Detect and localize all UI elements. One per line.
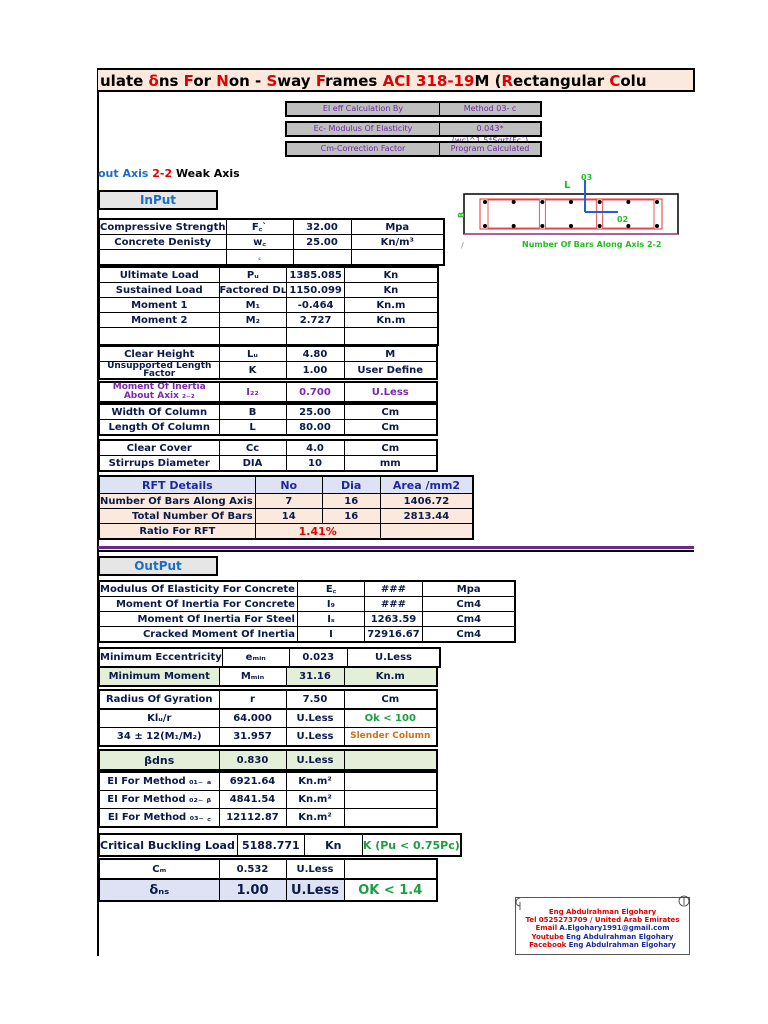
table-row	[99, 597, 515, 612]
cell-val[interactable]: 25.00	[286, 404, 344, 420]
author-credit-box	[515, 897, 690, 955]
table-row	[99, 627, 515, 643]
section-divider	[98, 546, 694, 549]
cell-unit: Cm	[344, 440, 437, 456]
axis-top-label: 03	[581, 173, 593, 182]
table-row	[99, 346, 437, 362]
cell-name: Number Of Bars Along Axis	[99, 494, 255, 509]
rft-ratio-value: 1.41%	[255, 524, 380, 540]
table-row	[99, 404, 437, 420]
cell-val: 12112.87	[219, 809, 286, 828]
eccentricity-table	[98, 647, 441, 668]
table-row	[99, 362, 437, 380]
cell-val: 5188.771	[237, 834, 304, 856]
rebar-dot	[512, 200, 516, 204]
beta-table	[98, 749, 438, 771]
rebar-dot	[483, 224, 487, 228]
cell-sym: Factored Dʟ	[219, 284, 287, 296]
table-row	[99, 313, 438, 328]
min-moment-table	[98, 666, 438, 687]
cell-sym: K	[219, 362, 286, 380]
cover-table	[98, 439, 438, 472]
cell-unit: Cm	[344, 690, 437, 709]
cell-val[interactable]: 32.00	[293, 219, 351, 235]
rebar-dot	[598, 200, 602, 204]
rebar-dot	[655, 224, 659, 228]
cell-unit: Kn.m	[345, 313, 438, 328]
cell-val: 72916.67	[364, 627, 422, 643]
table-row	[99, 456, 437, 472]
table-row	[99, 859, 437, 879]
table-row	[99, 667, 437, 686]
cell-val[interactable]: 1150.099	[287, 283, 345, 298]
cell-name: Ratio For RFT	[99, 524, 255, 540]
rft-header: RFT Details	[99, 476, 255, 494]
cell-unit: mm	[344, 456, 437, 472]
page-title: ulate δns For Non - Sway Frames ACI 318-19M (Rectangular Colu	[98, 68, 695, 92]
cell-sym: L	[219, 420, 286, 436]
cell-sym: ꜀	[226, 250, 293, 266]
table-row	[99, 728, 437, 747]
cell-name: Cracked Moment Of Inertia	[99, 627, 297, 643]
table-row	[99, 648, 440, 667]
cell-unit: Kn	[304, 834, 362, 856]
cell-val: ###	[364, 581, 422, 597]
credit-tel: Tel 0525273709 / United Arab Emirates	[525, 916, 680, 925]
table-row	[99, 612, 515, 627]
table-row	[99, 791, 437, 809]
cell-val[interactable]: 0.700	[286, 382, 344, 402]
section-divider-thin	[98, 550, 694, 552]
cell-sym: M₂	[219, 313, 287, 328]
cell-val: 64.000	[219, 709, 286, 728]
cell-unit: Kn	[345, 283, 438, 298]
table-row	[99, 690, 437, 709]
cell-val: 2813.44	[380, 509, 473, 524]
cell-sym: Lᵤ	[219, 346, 286, 362]
cell-name: Minimum Eccentricity	[99, 648, 222, 667]
table-row	[99, 494, 473, 509]
scroll-curl-icon	[677, 894, 691, 908]
cell-val: 1406.72	[380, 494, 473, 509]
cell-val[interactable]: 80.00	[286, 420, 344, 436]
cell-val: 0.023	[289, 648, 347, 667]
length-label: L	[564, 180, 571, 191]
cell-val: 1.00	[219, 879, 286, 901]
check-slender: Slender Column	[344, 728, 437, 747]
slenderness-table	[98, 708, 438, 747]
cell-val: 31.16	[286, 667, 344, 686]
cell-val[interactable]: 1.00	[286, 362, 344, 380]
cell-sym: I	[297, 627, 364, 643]
axis-right-label: 02	[617, 215, 629, 224]
loads-table	[98, 266, 439, 346]
cell-val: 16	[322, 509, 380, 524]
cell-val: 31.957	[219, 728, 286, 747]
cell-val: 14	[255, 509, 322, 524]
table-row	[99, 581, 515, 597]
cell-val: 0.532	[219, 859, 286, 879]
table-row	[99, 772, 437, 791]
cell-name: Clear Height	[99, 346, 219, 362]
input-header: InPut	[98, 190, 218, 210]
table-row	[99, 709, 437, 728]
cell-sym: Iₛ	[297, 612, 364, 627]
cell-sym: Mₘᵢₙ	[219, 667, 286, 686]
table-row	[99, 809, 437, 828]
cell-sym: eₘᵢₙ	[222, 648, 289, 667]
cell-name: Unsupported Length Factor	[99, 362, 219, 380]
credit-name: Eng Abdulrahman Elgohary	[548, 908, 657, 916]
cell-unit: Kn.m²	[286, 809, 344, 828]
scroll-curl-icon	[514, 896, 526, 910]
stirrup-tie	[603, 200, 654, 228]
cell-name: Moment Of Inertia About Axix ₂₋₂	[99, 382, 219, 402]
table-row	[99, 524, 473, 540]
rft-header: Area /mm2	[380, 476, 473, 494]
cell-unit: U.Less	[344, 382, 437, 402]
cell-unit: U.Less	[286, 750, 344, 770]
cell-sym: DIA	[219, 456, 286, 472]
table-row	[99, 250, 444, 266]
width-label: B	[457, 211, 466, 218]
rft-header: Dia	[322, 476, 380, 494]
rebar-dot	[540, 200, 544, 204]
ei-table	[98, 771, 438, 828]
cell-unit: User Define	[344, 362, 437, 380]
table-row	[99, 267, 438, 283]
table-row	[99, 235, 444, 250]
cell-val: 6921.64	[219, 772, 286, 791]
cell-unit: Cm4	[422, 612, 515, 627]
cell-unit: Kn/m³	[351, 235, 444, 250]
rebar-dot	[512, 224, 516, 228]
cell-name: 34 ± 12(M₁/M₂)	[99, 728, 219, 747]
cell-name: Moment 2	[99, 313, 219, 328]
cell-unit: Cm4	[422, 597, 515, 612]
cell-sym: Cc	[219, 440, 286, 456]
cell-val[interactable]: 1385.085	[287, 267, 345, 283]
cell-name: Length Of Column	[99, 420, 219, 436]
cell-val: 7.50	[286, 690, 344, 709]
rebar-dot	[655, 200, 659, 204]
cell-sym: F꜀`	[226, 219, 293, 235]
cell-sym: I₉	[297, 597, 364, 612]
cell-sym: r	[219, 690, 286, 709]
cell-name: Klᵤ/r	[99, 709, 219, 728]
cell-name: Width Of Column	[99, 404, 219, 420]
table-row	[99, 879, 437, 901]
cell-name: Concrete Denisty	[99, 235, 226, 250]
rebar-dot	[540, 224, 544, 228]
cell-name: Total Number Of Bars	[99, 509, 255, 524]
cell-unit: U.Less	[286, 859, 344, 879]
rebar-dot	[598, 224, 602, 228]
cell-name: Moment Of Inertia For Steel	[99, 612, 297, 627]
cell-sym: M₁	[219, 298, 287, 313]
dns-table	[98, 878, 438, 902]
rft-table	[98, 475, 474, 540]
table-row	[99, 420, 437, 436]
table-row	[99, 382, 437, 402]
cell-unit: U.Less	[286, 879, 344, 901]
rebar-dot	[483, 200, 487, 204]
cell-sym: Pᵤ	[219, 267, 287, 283]
cell-sym: w꜀	[226, 235, 293, 250]
cell-val[interactable]: 25.00	[293, 235, 351, 250]
credit-facebook[interactable]: Facebook Eng Abdulrahman Elgohary	[529, 940, 676, 949]
inertia-table	[98, 381, 438, 403]
rebar-dot	[626, 200, 630, 204]
buckling-table	[98, 833, 462, 857]
table-row	[99, 219, 444, 235]
geometry-table	[98, 345, 438, 380]
cell-name: Cₘ	[99, 859, 219, 879]
output-table-1	[98, 580, 516, 643]
credit-youtube[interactable]: Youtube Eng Abdulrahman Elgohary	[531, 932, 674, 941]
cell-name: EI For Method ₀₂₋ ᵦ	[99, 791, 219, 809]
output-header: OutPut	[98, 556, 218, 576]
rft-header: No	[255, 476, 322, 494]
cell-unit: Kn.m	[345, 298, 438, 313]
cell-unit: M	[344, 346, 437, 362]
cell-val: ###	[364, 597, 422, 612]
cell-val[interactable]: 2.727	[287, 313, 345, 328]
table-row	[99, 834, 461, 856]
gyration-table	[98, 689, 438, 710]
table-row	[99, 298, 438, 313]
cell-unit: U.Less	[347, 648, 440, 667]
cell-name: Clear Cover	[99, 440, 219, 456]
rft-header-row	[99, 476, 473, 494]
cell-name: Minimum Moment	[99, 667, 219, 686]
cell-name: Modulus Of Elasticity For Concrete	[99, 581, 297, 597]
cell-val[interactable]: 4.0	[286, 440, 344, 456]
cell-name: Sustained Load	[99, 283, 219, 298]
cell-unit: Cm	[344, 420, 437, 436]
cell-name: Moment 1	[99, 298, 219, 313]
check-dns: OK < 1.4	[344, 879, 437, 901]
credit-email[interactable]: Email A.Elgohary1991@gmail.com	[535, 924, 670, 933]
cm-correction-row[interactable]: Cm-Correction Factor Program Calculated	[285, 141, 542, 157]
cell-val: 1263.59	[364, 612, 422, 627]
cell-name: Stirrups Diameter	[99, 456, 219, 472]
cell-unit: Mpa	[351, 219, 444, 235]
cell-val[interactable]: -0.464	[287, 298, 345, 313]
cell-sym: E꜀	[297, 581, 364, 597]
cell-val[interactable]: 10	[286, 456, 344, 472]
cell-unit: Kn.m²	[286, 772, 344, 791]
cell-name: δₙₛ	[99, 879, 219, 901]
rebar-dot	[626, 224, 630, 228]
table-row	[99, 283, 438, 298]
check-buckling: K (Pu < 0.75Pc)	[362, 834, 460, 856]
cell-unit: Kn.m²	[286, 791, 344, 809]
stirrup-ties	[488, 200, 654, 228]
cell-val[interactable]: 4.80	[286, 346, 344, 362]
diagram-tick: /	[461, 241, 464, 250]
cell-name: Ultimate Load	[99, 267, 219, 283]
cell-unit: Mpa	[422, 581, 515, 597]
diagram-caption: Number Of Bars Along Axis 2-2	[522, 240, 662, 249]
cell-val: 4841.54	[219, 791, 286, 809]
axis-label: out Axis 2-2 Weak Axis	[98, 167, 240, 180]
input-table	[98, 218, 445, 266]
cell-val[interactable]: 7	[255, 494, 322, 509]
cell-unit: Cm4	[422, 627, 515, 643]
cell-name: EI For Method ₀₁₋ ₐ	[99, 772, 219, 791]
cell-name: Moment Of Inertia For Concrete	[99, 597, 297, 612]
cell-val: 0.830	[219, 750, 286, 770]
cell-val[interactable]: 16	[322, 494, 380, 509]
cell-name: Critical Buckling Load	[99, 834, 237, 856]
cell-name: Radius Of Gyration	[99, 690, 219, 709]
stirrup-tie	[488, 200, 539, 228]
cell-name: βdns	[99, 750, 219, 770]
ec-modulus-row[interactable]: Ec- Modulus Of Elasticity 0.043*	[285, 121, 542, 137]
cell-sym: I₂₂	[219, 382, 286, 402]
cell-unit: Kn.m	[344, 667, 437, 686]
rebar-dots	[483, 200, 659, 228]
rebar-dot	[569, 224, 573, 228]
table-row	[99, 750, 437, 770]
check-ok: Ok < 100	[344, 709, 437, 728]
cm-table	[98, 858, 438, 880]
cell-name: EI For Method ₀₃₋ ꜀	[99, 809, 219, 828]
rebar-dot	[569, 200, 573, 204]
stirrup-tie	[545, 200, 596, 228]
cell-name: Compressive Strength	[99, 219, 226, 235]
cell-unit: Kn	[345, 267, 438, 283]
ei-calc-method-row[interactable]: EI eff Calculation By Method 03- c	[285, 101, 542, 117]
column-section-diagram	[457, 170, 690, 255]
table-row	[99, 440, 437, 456]
table-row	[99, 509, 473, 524]
cell-unit: Cm	[344, 404, 437, 420]
cell-unit: U.Less	[286, 728, 344, 747]
cell-sym: B	[219, 404, 286, 420]
cell-unit: U.Less	[286, 709, 344, 728]
section-table	[98, 403, 438, 436]
